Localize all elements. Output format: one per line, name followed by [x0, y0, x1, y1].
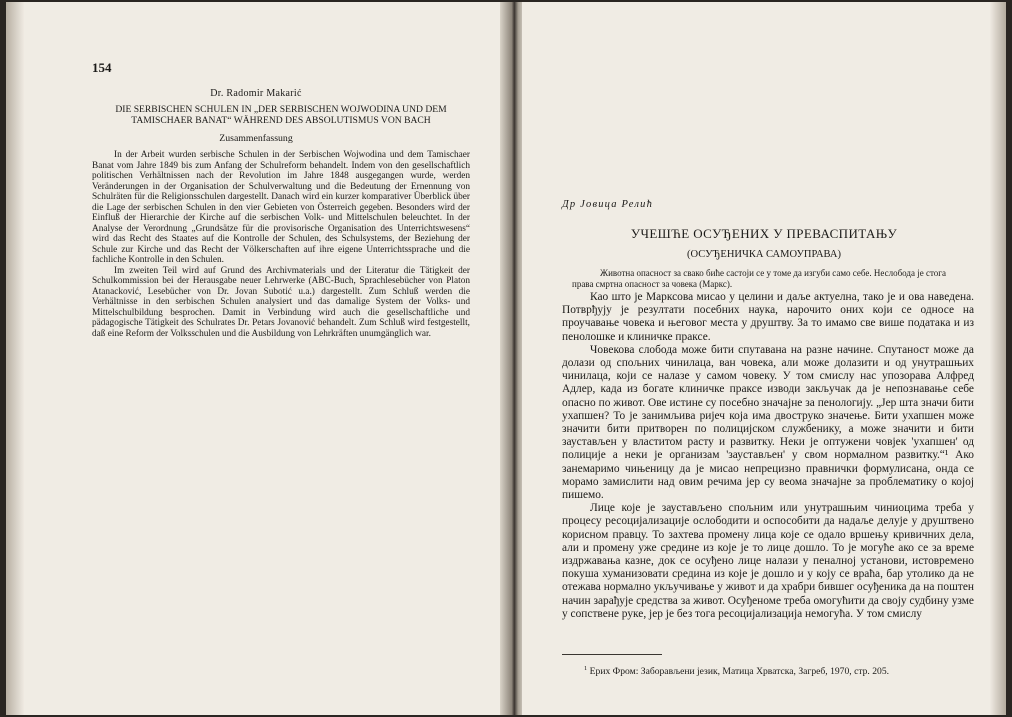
right-page — [522, 2, 1006, 715]
footnote-divider — [562, 654, 662, 655]
summary-body — [92, 150, 470, 339]
footnote-number: 1 — [584, 665, 588, 672]
epigraph-text: Животна опасност за свако биће састоји се у томе да изгуби само себе. Неслобода је стога права смртна опасност за човека (Маркс). — [572, 268, 946, 289]
article-body — [562, 291, 974, 621]
article-author: Др Јовица Релић — [562, 199, 654, 210]
footnote — [562, 665, 974, 677]
footnote-text: Ерих Фром: Заборављени језик, Матица Хрватска, Загреб, 1970, стр. 205. — [589, 666, 890, 678]
body-paragraph: Човекова слобода може бити спутавана на разне начине. Спутаност може да долази од спољних чинилаца, ван човека, али може долазити и од унутрашњих чинилаца, који се налазе у самом човеку. У том смислу нас упозорава Алфред Адлер, када из богате клиничке праксе изводи закључак да је непознавање себе опасно по живот. Ове истине су посебно значајне за пенологију. „Јер шта значи бити ухапшен? То је занимљива ријеч која има двоструко значење. Бити ухапшен може значити бити притворен по полицијском службенику, а може значити и бити заустављен у властитом расту и развитку. Неки је оптужени човјек 'ухапшен' од полиције а неки је организам 'заустављен' у свом нормалном развитку.“¹ Ако занемаримо чињеницу да је мисао непрецизно правнички формулисана, онда се морамо замислити над овим речима јер су веома значајне за проблематику о којој пишемо. — [562, 343, 974, 502]
body-paragraph: Као што је Марксова мисао у целини и даље актуелна, тако је и ова наведена. Потврђују је резултати посебних наука, нарочито оних који се односе на проучавање човека и његовог места у друштву. За то имамо све више података и из пенолошке и клиничке праксе. — [562, 291, 974, 343]
page-number: 154 — [92, 60, 112, 75]
article-title: УЧЕШЋЕ ОСУЂЕНИХ У ПРЕВАСПИТАЊУ — [630, 226, 898, 241]
epigraph — [572, 268, 952, 289]
article-subtitle: (ОСУЂЕНИЧКА САМОУПРАВА) — [687, 249, 841, 260]
article-title: DIE SERBISCHEN SCHULEN IN „DER SERBISCHEN WOJWODINA UND DEM TAMISCHAER BANAT“ WÄHREND DES ABSOLUTISMUS VON BACH — [115, 104, 447, 126]
summary-heading: Zusammenfassung — [219, 133, 293, 144]
article-author: Dr. Radomir Makarić — [210, 88, 302, 99]
summary-paragraph: In der Arbeit wurden serbische Schulen in der Serbischen Wojwodina und dem Tamischaer Banat vom Jahre 1849 bis zum Anfang der Schulreform behandelt. Indem von den gesellschaftlich politischen Verhältnissen nach der Revolution im Jahre 1848 ausgegangen wurde, werden Veränderungen in der Organisation der Schulverwaltung und die Bedeutung der Ernennung von Schulräten für die Religionsschulen dargestellt. Danach wird ein kurzer komparativer Überblick über die Lage der serbischen Schulen in den vier Gebieten von Österreich gegeben. Besonders wird der Einfluß der Hierarchie der Kirche auf die serbischen Volk- und Mittelschulen beleuchtet. In der Analyse der Verordnung „Grundsätze für die provisorische Organisation des Unterrichtswesens“ wird das Recht des Staates auf die Kontrolle der Schulen, des Schulsystems, der Beziehung der Schule zur Kirche und das Recht der Völkerschaften auf ihre eigene Unterrichtssprache und die fachliche Kontrolle in den Schulen. — [92, 150, 470, 265]
body-paragraph: Лице које је заустављено спољним или унутрашњим чиниоцима треба у процесу ресоцијализације ослободити и оспособити да надаље делује у друштвено корисном правцу. То захтева промену лица које се одало вршењу кривичних дела, али и промену уже средине из које је то лице дошло. То је могуће ако се за време издржавања казне, док се осуђено лице налази у пеналној установи, истовремено покуша хуманизовати средина из које је дошло и у коју се враћа, бар утолико да не отежава нормално укључивање у живот и да храбри бившег осуђеника да на поштен начин зарађује средства за живот. Осуђеноме треба омогућити да своју судбину узме у сопствене руке, јер је без тога ресоцијализација немогућа. У том смислу — [562, 502, 974, 620]
left-page — [6, 2, 507, 715]
summary-paragraph: Im zweiten Teil wird auf Grund des Archivmaterials und der Literatur die Tätigkeit der Schulkommission bei der Herausgabe neuer Lehrwerke (ABC-Buch, Sprachlesebücher von Platon Atanacković, Lesebücher von Dr. Jovan Subotić u.a.) dargestellt. Zum Schluß werden die Verhältnisse in den serbischen Schulen analysiert und das damalige System der Volks- und Mittelschulbildung besprochen. Damit in Verbindung wird auch die gesellschaftliche und pädagogische Tätigkeit des Schulrates Dr. Petars Jovanović behandelt. Zum Schluß wird festgestellt, daß eine Reform der Volksschulen und die Ausbildung von Lehrkräften unumgänglich war. — [92, 265, 470, 339]
